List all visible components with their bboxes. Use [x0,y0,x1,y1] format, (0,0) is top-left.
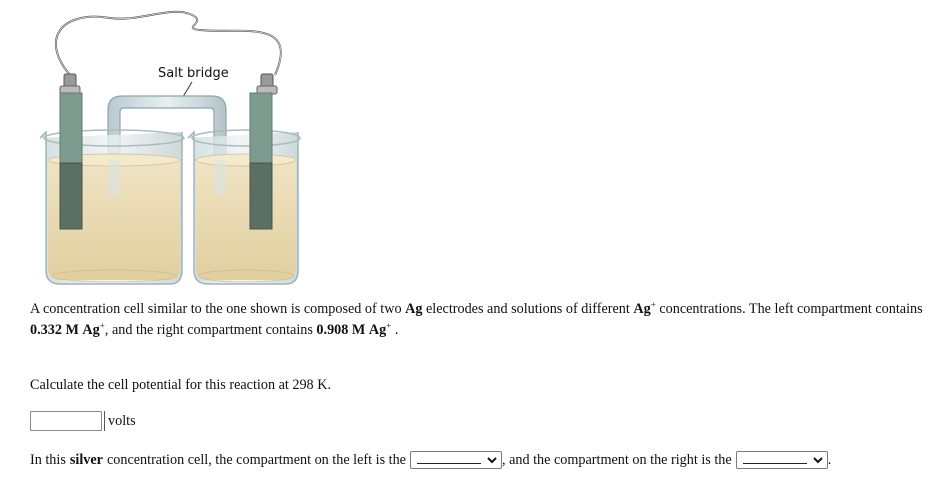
left-ion-symbol: Ag [82,322,100,338]
right-ion-charge: + [386,320,392,331]
right-compartment-select[interactable] [736,451,828,469]
question-end: . [394,322,399,338]
right-ion-symbol: Ag [368,322,387,338]
right-select-value [743,463,807,464]
chevron-down-icon [485,453,499,467]
ion-symbol: Ag [633,301,651,317]
compartment-select-row [30,450,831,470]
select-connector-text: , and the compartment on the right is the [501,452,732,468]
left-electrode [60,93,82,229]
cell-potential-input[interactable] [30,411,102,431]
question-intro-1: A concentration cell similar to the one shown is composed of two [30,301,402,317]
right-concentration: 0.908 M [316,322,366,338]
right-clip [257,74,277,94]
right-electrode [250,93,272,229]
units-label: volts [104,411,136,431]
question-text [30,299,935,341]
question-intro-4: , and the right compartment contains [104,322,313,338]
ion-charge: + [650,299,656,310]
metal-name: silver [69,452,103,468]
left-select-value [417,463,481,464]
select-prefix: In this [30,452,66,468]
concentration-cell-figure [0,0,360,300]
left-clip [60,74,80,94]
right-beaker [188,130,300,284]
question-intro-2: electrodes and solutions of different [426,301,630,317]
chevron-down-icon [811,453,825,467]
left-ion-charge: + [99,320,105,331]
question-intro-3: concentrations. The left compartment contains [659,301,923,317]
select-suffix: . [827,452,832,468]
electrode-symbol: Ag [405,301,423,317]
select-middle-text: concentration cell, the compartment on the left is the [106,452,406,468]
salt-bridge-label: Salt bridge [158,66,229,81]
answer-row [30,410,136,432]
left-compartment-select[interactable] [410,451,502,469]
calculation-prompt: Calculate the cell potential for this reaction at 298 K. [30,377,331,393]
left-concentration: 0.332 M [30,322,79,338]
